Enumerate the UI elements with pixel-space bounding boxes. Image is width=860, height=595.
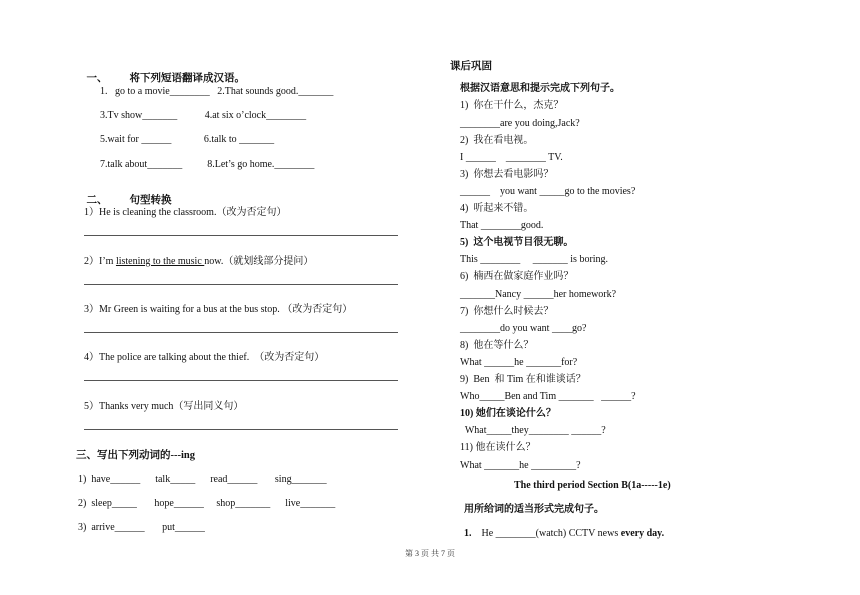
after-class-heading: 课后巩固 <box>450 61 492 72</box>
answer-line-4 <box>84 380 398 381</box>
transform-question-2 <box>84 256 313 268</box>
answer-line-5 <box>84 429 398 430</box>
instruction: 根据汉语意思和提示完成下列句子。 <box>460 83 620 94</box>
item-6-english: _______Nancy ______her homework? <box>460 289 617 300</box>
exercise-1 <box>464 528 664 540</box>
item-5-chinese: 5) 这个电视节目很无聊。 <box>460 237 574 248</box>
item-4-english: That ________good. <box>460 220 544 231</box>
exercise-1-text: He ________(watch) CCTV news <box>481 528 621 539</box>
section-2-number: 二、 <box>86 195 108 206</box>
ing-row-1: 1) have______ talk_____ read______ sing_______ <box>78 474 327 485</box>
ing-row-2: 2) sleep_____ hope______ shop_______ live_______ <box>78 498 336 509</box>
page-footer: 第 3 页 共 7 页 <box>405 549 455 558</box>
answer-line-3 <box>84 332 398 333</box>
exercise-1-bold: every day. <box>620 528 665 539</box>
item-3-english: ______ you want _____go to the movies? <box>460 186 636 197</box>
section-3-heading: 三、写出下列动词的---ing <box>76 450 195 461</box>
item-7-chinese: 7) 你想什么时候去？ <box>460 306 554 317</box>
item-10-english: What_____they________ ______? <box>460 425 606 436</box>
phrase-row-2: 3.Tv show_______ 4.at six o’clock________ <box>100 110 307 121</box>
transform-question-3: 3）Mr Green is waiting for a bus at the bus stop. （改为否定句） <box>84 304 353 315</box>
item-10-chinese: 10) 她们在谈论什么？ <box>460 408 556 419</box>
transform-question-1: 1）He is cleaning the classroom.（改为否定句） <box>84 207 287 218</box>
item-9-chinese: 9) Ben 和 Tim 在和谁谈话？ <box>460 374 586 385</box>
item-1-english: ________are you doing,Jack? <box>460 118 580 129</box>
item-6-chinese: 6) 楠西在做家庭作业吗？ <box>460 271 574 282</box>
item-7-english: ________do you want ____go? <box>460 323 587 334</box>
item-5-english: This ________ _______ is boring. <box>460 254 609 265</box>
section-2-title: 句型转换 <box>129 195 172 206</box>
period-heading: The third period Section B(1a-----1e) <box>514 480 671 491</box>
item-4-chinese: 4) 听起来不错。 <box>460 203 534 214</box>
q2-prefix: 2）I’m <box>84 256 116 267</box>
transform-question-4: 4）The police are talking about the thief. （改为否定句） <box>84 352 325 363</box>
item-11-english: What _______he _________? <box>460 460 581 471</box>
item-9-english: Who_____Ben and Tim _______ ______? <box>460 391 636 402</box>
phrase-row-1: 1. go to a movie________ 2.That sounds good._______ <box>100 86 334 97</box>
item-8-chinese: 8) 他在等什么？ <box>460 340 534 351</box>
transform-question-5: 5）Thanks very much（写出同义句） <box>84 401 244 412</box>
q2-suffix: now.（就划线部分提问） <box>204 256 314 267</box>
item-8-english: What ______he _______for? <box>460 357 578 368</box>
item-2-english: I ______ ________ TV. <box>460 152 563 163</box>
phrase-row-4: 7.talk about_______ 8.Let’s go home.________ <box>100 159 315 170</box>
answer-line-1 <box>84 235 398 236</box>
instruction-2: 用所给词的适当形式完成句子。 <box>464 504 604 515</box>
item-2-chinese: 2) 我在看电视。 <box>460 135 534 146</box>
item-3-chinese: 3) 你想去看电影吗？ <box>460 169 554 180</box>
exercise-1-number: 1. <box>464 528 472 539</box>
phrase-row-3: 5.wait for ______ 6.talk to _______ <box>100 134 275 145</box>
section-1-number: 一、 <box>86 73 108 84</box>
item-1-chinese: 1) 你在干什么，杰克？ <box>460 100 564 111</box>
ing-row-3: 3) arrive______ put______ <box>78 522 205 533</box>
section-1-title: 将下列短语翻译成汉语。 <box>129 73 245 84</box>
item-11-chinese: 11) 他在读什么？ <box>460 442 536 453</box>
answer-line-2 <box>84 284 398 285</box>
q2-underlined-phrase: listening to the music <box>115 256 205 267</box>
